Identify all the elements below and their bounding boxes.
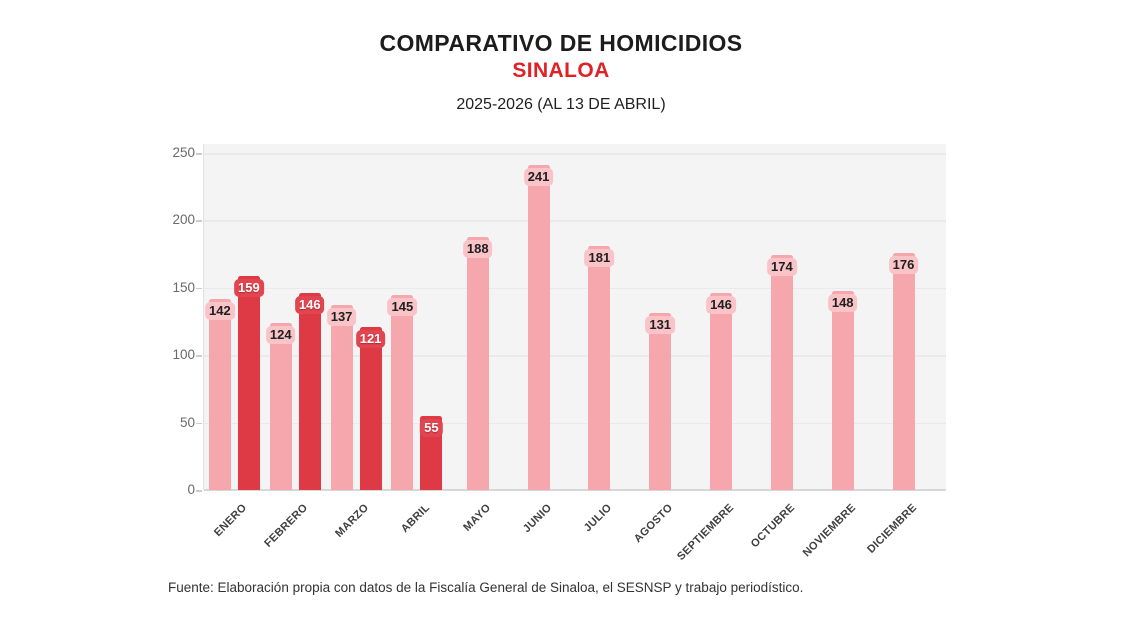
- bar-2025-agosto: [649, 313, 671, 490]
- bar-2026-febrero: [299, 293, 321, 490]
- chart-subtitle: SINALOA: [512, 59, 610, 82]
- x-axis-label-diciembre: DICIEMBRE: [864, 501, 919, 556]
- bar-2025-febrero: [270, 323, 292, 490]
- month-column-abril: [386, 144, 447, 490]
- bar-2025-mayo: [467, 237, 489, 490]
- y-axis-tick: [196, 288, 202, 290]
- bar-value-label: 159: [234, 279, 264, 297]
- month-column-agosto: [630, 144, 691, 490]
- bar-value-label: 174: [767, 258, 797, 276]
- y-axis-tick: [196, 423, 202, 425]
- month-column-mayo: [447, 144, 508, 490]
- bar-2025-marzo: [331, 305, 353, 490]
- x-axis-label-abril: ABRIL: [398, 501, 433, 536]
- x-axis-label-noviembre: NOVIEMBRE: [800, 501, 858, 560]
- bar-value-label: 181: [585, 249, 615, 267]
- bar-value-label: 124: [266, 326, 296, 344]
- month-column-octubre: [751, 144, 812, 490]
- bar-value-label: 148: [828, 294, 858, 312]
- bar-2025-noviembre: [832, 291, 854, 491]
- source-note: Fuente: Elaboración propia con datos de la Fiscalía General de Sinaloa, el SESNSP y trabajo periodístico.: [168, 580, 804, 595]
- y-axis-label-200: 200: [172, 212, 195, 228]
- month-column-junio: [508, 144, 569, 490]
- y-axis-tick: [196, 220, 202, 222]
- x-axis-label-julio: JULIO: [582, 501, 615, 535]
- month-column-marzo: [326, 144, 387, 490]
- bar-value-label: 176: [889, 256, 919, 274]
- y-axis-tick: [196, 490, 202, 492]
- bar-2025-abril: [391, 295, 413, 490]
- bar-2026-enero: [238, 276, 260, 490]
- bar-value-label: 142: [205, 302, 235, 320]
- x-axis-label-octubre: OCTUBRE: [748, 501, 798, 551]
- bar-2025-julio: [588, 246, 610, 490]
- x-axis-label-enero: ENERO: [212, 501, 250, 539]
- x-axis-label-mayo: MAYO: [461, 501, 493, 534]
- bar-2025-octubre: [771, 255, 793, 490]
- y-axis-label-100: 100: [172, 347, 195, 363]
- bar-2026-marzo: [360, 327, 382, 490]
- month-column-julio: [569, 144, 630, 490]
- x-axis-label-junio: JUNIO: [520, 501, 554, 536]
- y-axis-label-50: 50: [179, 414, 195, 430]
- bar-2025-diciembre: [893, 253, 915, 490]
- month-column-septiembre: [691, 144, 752, 490]
- bar-value-label: 146: [295, 296, 325, 314]
- y-axis-label-150: 150: [172, 279, 195, 295]
- y-axis-label-0: 0: [187, 482, 195, 497]
- y-axis-tick: [196, 355, 202, 357]
- bar-2025-junio: [528, 165, 550, 490]
- bar-value-label: 137: [327, 308, 357, 326]
- month-column-enero: [204, 144, 265, 490]
- bar-value-label: 145: [388, 298, 418, 316]
- bar-value-label: 121: [356, 330, 386, 348]
- month-column-noviembre: [812, 144, 873, 490]
- bar-value-label: 146: [706, 296, 736, 314]
- bar-2025-enero: [209, 299, 231, 490]
- month-column-diciembre: [873, 144, 934, 490]
- month-column-febrero: [265, 144, 326, 490]
- x-axis-label-agosto: AGOSTO: [632, 501, 676, 546]
- y-axis-label-250: 250: [172, 145, 195, 160]
- x-axis-label-septiembre: SEPTIEMBRE: [675, 501, 737, 563]
- chart-period-label: 2025-2026 (AL 13 DE ABRIL): [456, 96, 666, 113]
- y-axis-tick: [196, 153, 202, 155]
- bar-2026-abril: [420, 416, 442, 490]
- bars-container: [204, 144, 934, 490]
- bar-2025-septiembre: [710, 293, 732, 490]
- plot-area: [203, 144, 946, 490]
- x-axis-label-febrero: FEBRERO: [262, 501, 311, 550]
- chart-title: COMPARATIVO DE HOMICIDIOS: [379, 30, 743, 56]
- bar-value-label: 55: [420, 419, 442, 437]
- bar-value-label: 241: [524, 168, 554, 186]
- bar-value-label: 131: [645, 316, 675, 334]
- bar-value-label: 188: [463, 240, 493, 258]
- x-axis-label-marzo: MARZO: [333, 501, 372, 540]
